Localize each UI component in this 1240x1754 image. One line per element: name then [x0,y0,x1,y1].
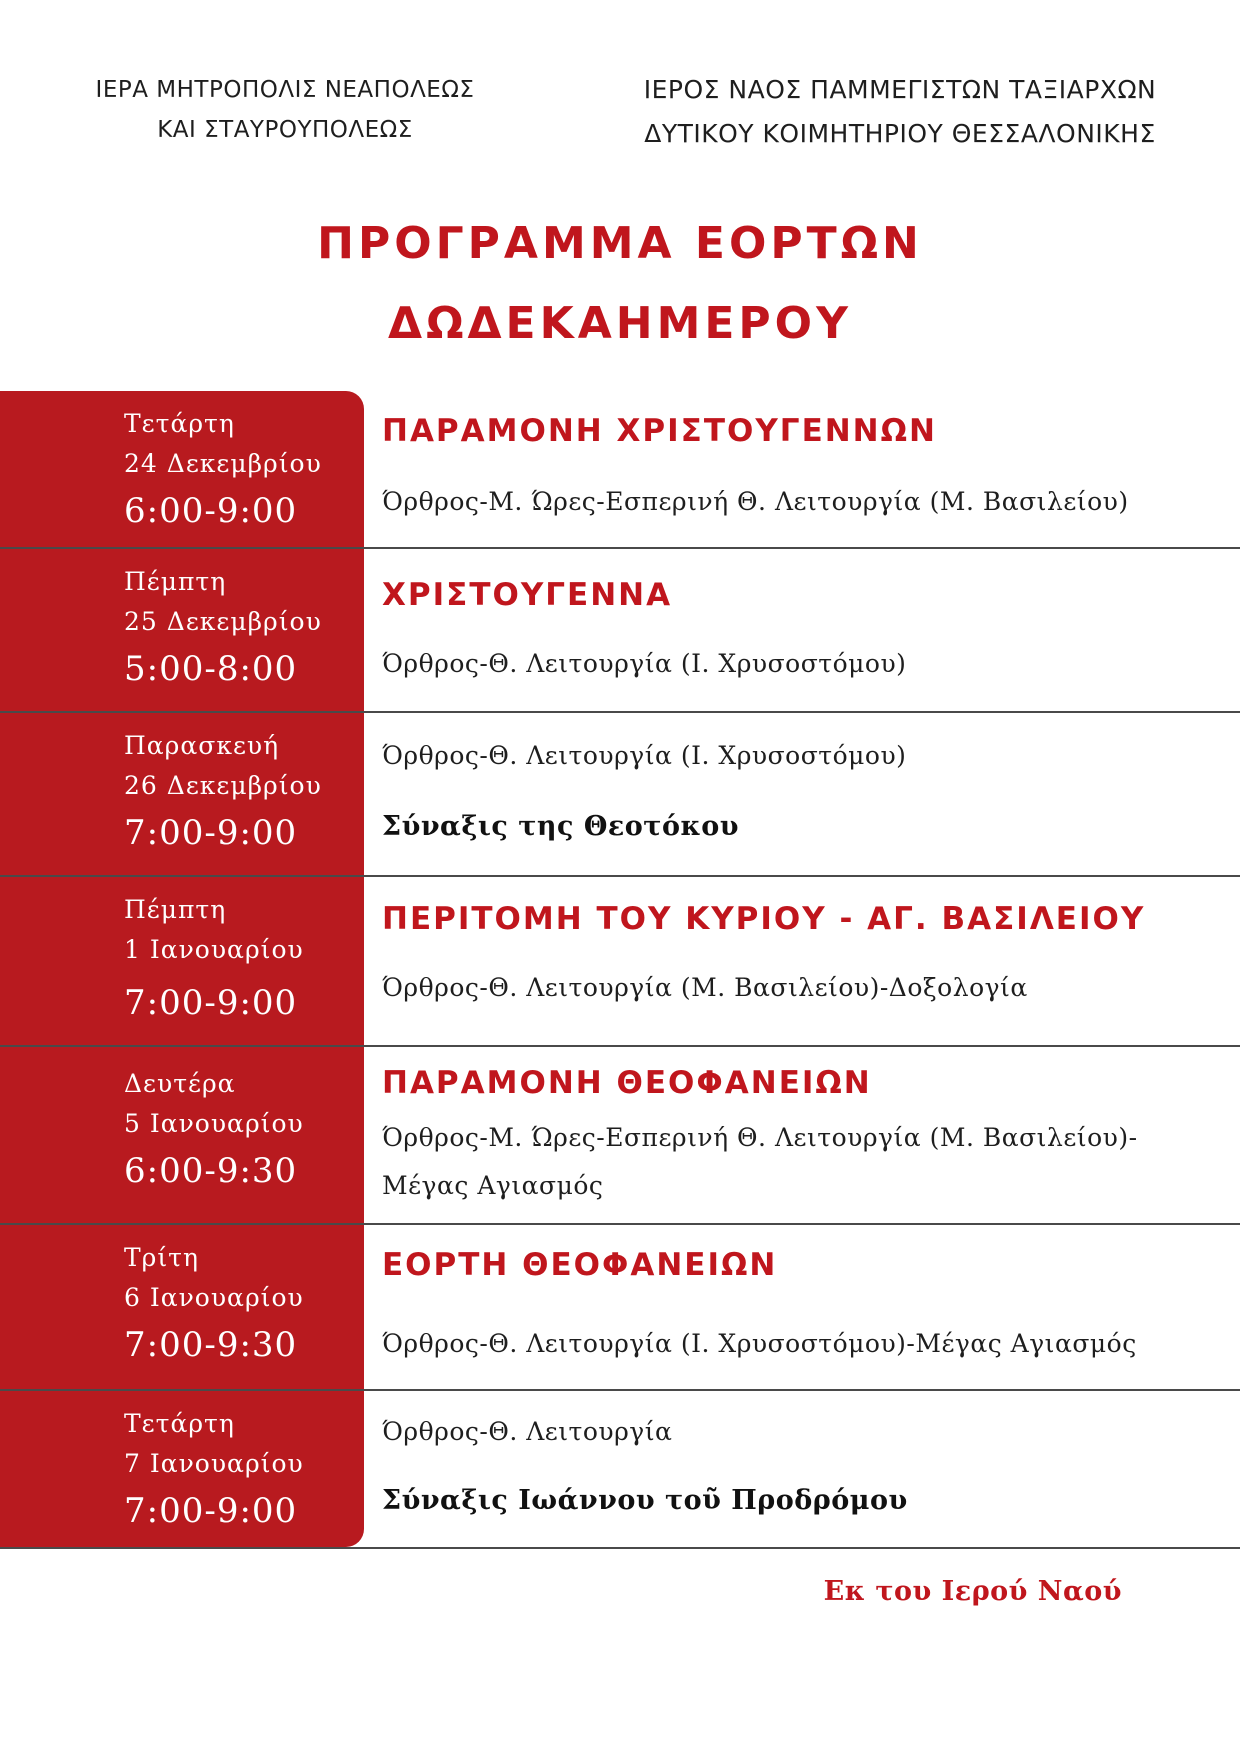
date-text: 1 Ιανουαρίου [124,935,304,964]
service-panel [364,713,1240,875]
page-subtitle: ΔΩΔΕΚΑΗΜΕΡΟΥ [388,298,852,349]
service-text: Όρθρος-Θ. Λειτουργία (Ι. Χρυσοστόμου)-Μέγας Αγιασμός [382,1329,1137,1358]
service-text: Όρθρος-Μ. Ώρες-Εσπερινή Θ. Λειτουργία (Μ. Βασιλείου)- [382,1123,1138,1152]
commemoration-text: Σύναξις Ιωάννου τοῦ Προδρόμου [382,1485,908,1516]
schedule-row [0,877,1240,1047]
day-name: Τετάρτη [124,1409,235,1438]
date-panel [0,1225,364,1389]
service-panel [364,549,1240,711]
schedule-row [0,713,1240,877]
metropolis-name: ΙΕΡΑ ΜΗΤΡΟΠΟΛΙΣ ΝΕΑΠΟΛΕΩΣ [95,77,475,103]
feast-title: ΠΑΡΑΜΟΝΗ ΧΡΙΣΤΟΥΓΕΝΝΩΝ [382,413,937,449]
service-text: Όρθρος-Θ. Λειτουργία (Ι. Χρυσοστόμου) [382,649,907,678]
time-range: 7:00-9:30 [124,1325,298,1365]
signature-line: Εκ του Ιερού Ναού [823,1576,1122,1607]
date-panel [0,549,364,711]
time-range: 7:00-9:00 [124,983,298,1023]
church-header [600,68,1200,156]
schedule-row [0,549,1240,713]
time-range: 6:00-9:30 [124,1151,298,1191]
feast-title: ΧΡΙΣΤΟΥΓΕΝΝΑ [382,577,673,613]
date-panel [0,1391,364,1547]
service-panel [364,1391,1240,1547]
date-text: 5 Ιανουαρίου [124,1109,304,1138]
commemoration-text: Σύναξις της Θεοτόκου [382,811,739,842]
time-range: 5:00-8:00 [124,649,298,689]
day-name: Πέμπτη [124,567,227,596]
feast-title: ΠΕΡΙΤΟΜΗ ΤΟΥ ΚΥΡΙΟΥ - ΑΓ. ΒΑΣΙΛΕΙΟΥ [382,901,1146,937]
page-title: ΠΡΟΓΡΑΜΜΑ ΕΟΡΤΩΝ [317,218,923,269]
service-text: Όρθρος-Θ. Λειτουργία (Ι. Χρυσοστόμου) [382,741,907,770]
date-panel [0,391,364,547]
day-name: Δευτέρα [124,1069,236,1098]
date-text: 25 Δεκεμβρίου [124,607,322,636]
schedule-table [0,391,1240,1549]
schedule-row [0,391,1240,549]
day-name: Τετάρτη [124,409,235,438]
feast-title: ΕΟΡΤΗ ΘΕΟΦΑΝΕΙΩΝ [382,1247,778,1283]
day-name: Πέμπτη [124,895,227,924]
date-panel [0,713,364,875]
service-text-continued: Μέγας Αγιασμός [382,1171,604,1200]
service-text: Όρθρος-Θ. Λειτουργία [382,1417,673,1446]
schedule-row [0,1391,1240,1549]
service-panel [364,391,1240,547]
time-range: 7:00-9:00 [124,813,298,853]
date-text: 7 Ιανουαρίου [124,1449,304,1478]
date-panel [0,1047,364,1223]
day-name: Παρασκευή [124,731,280,760]
church-location: ΔΥΤΙΚΟΥ ΚΟΙΜΗΤΗΡΙΟΥ ΘΕΣΣΑΛΟΝΙΚΗΣ [644,118,1156,148]
schedule-row [0,1047,1240,1225]
day-name: Τρίτη [124,1243,199,1272]
time-range: 7:00-9:00 [124,1491,298,1531]
metropolis-header [60,70,510,151]
service-text: Όρθρος-Μ. Ώρες-Εσπερινή Θ. Λειτουργία (Μ. Βασιλείου) [382,487,1129,516]
date-text: 24 Δεκεμβρίου [124,449,322,478]
date-text: 6 Ιανουαρίου [124,1283,304,1312]
schedule-row [0,1225,1240,1391]
service-panel [364,877,1240,1045]
metropolis-name-line2: ΚΑΙ ΣΤΑΥΡΟΥΠΟΛΕΩΣ [157,117,413,144]
service-text: Όρθρος-Θ. Λειτουργία (Μ. Βασιλείου)-Δοξολογία [382,973,1028,1002]
date-panel [0,877,364,1045]
date-text: 26 Δεκεμβρίου [124,771,322,800]
church-name: ΙΕΡΟΣ ΝΑΟΣ ΠΑΜΜΕΓΙΣΤΩΝ ΤΑΞΙΑΡΧΩΝ [643,75,1157,104]
service-panel [364,1225,1240,1389]
feast-title: ΠΑΡΑΜΟΝΗ ΘΕΟΦΑΝΕΙΩΝ [382,1065,872,1101]
time-range: 6:00-9:00 [124,491,298,531]
service-panel [364,1047,1240,1223]
